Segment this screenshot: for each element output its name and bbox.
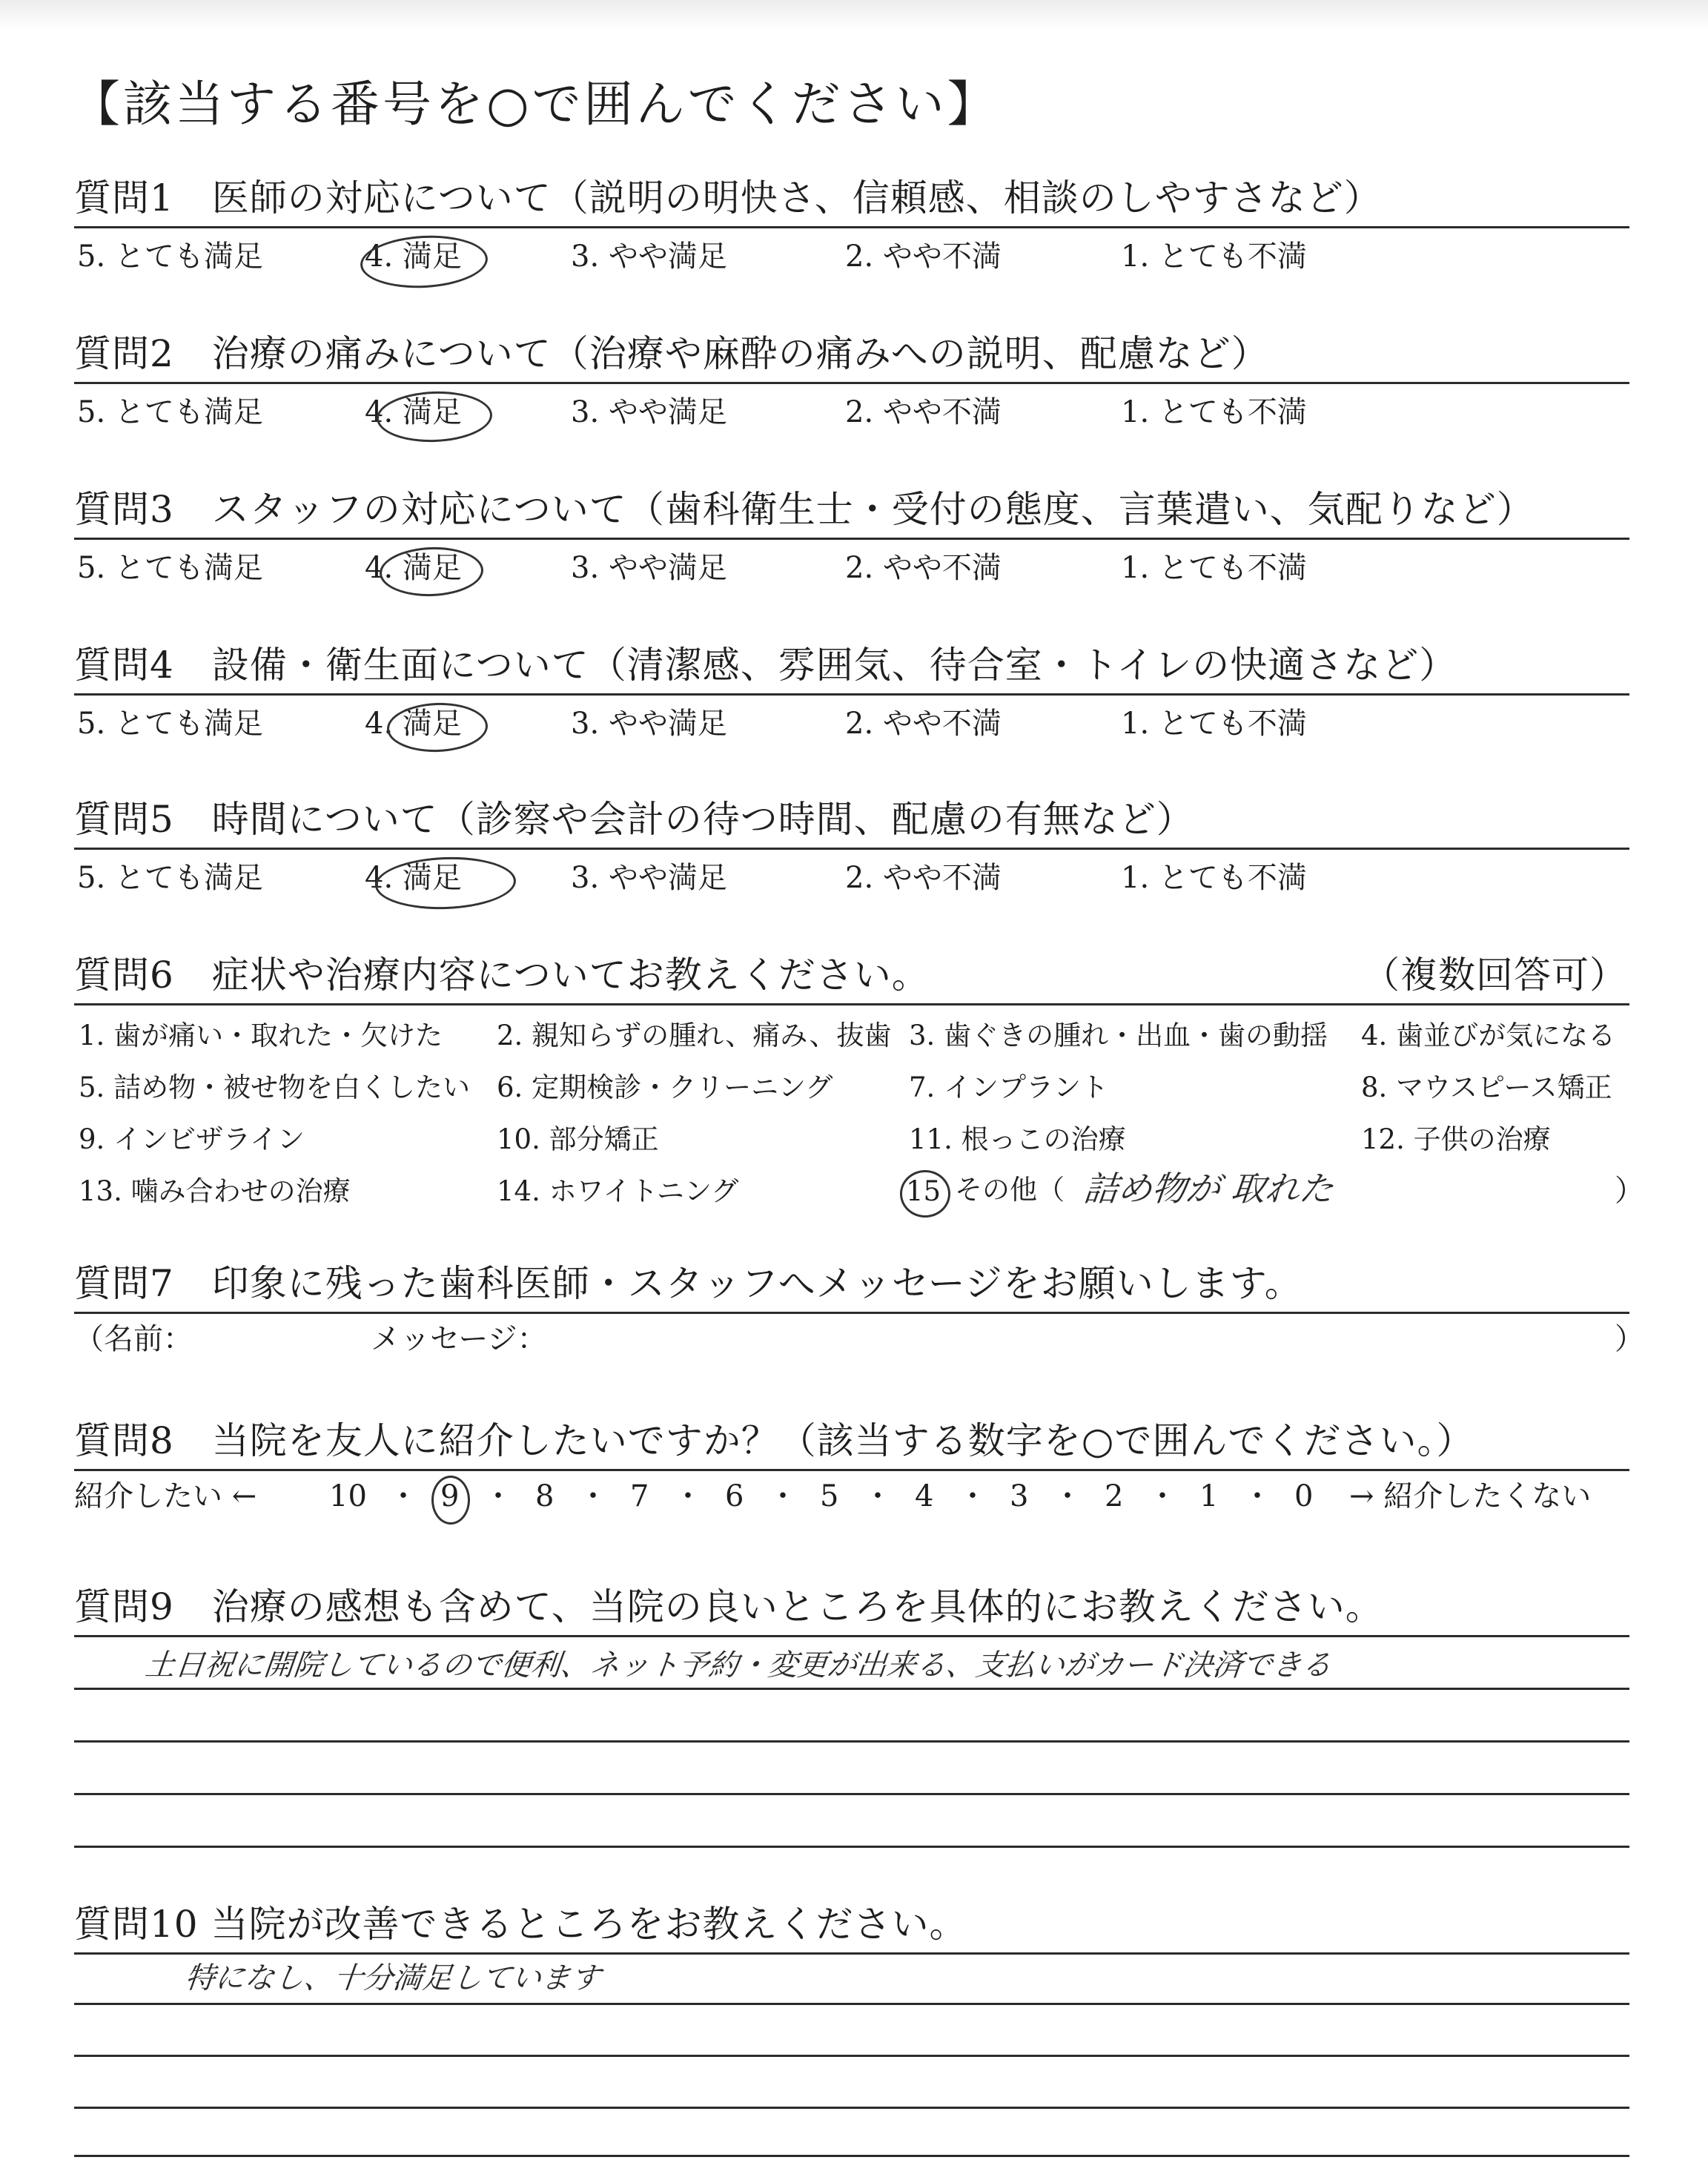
q9-writing-line bbox=[74, 1846, 1629, 1848]
q3-option-1[interactable]: 1. とても不満 bbox=[1121, 551, 1307, 585]
q10-writing-line bbox=[74, 2055, 1629, 2057]
q6-item-9[interactable]: 9. インビザライン bbox=[79, 1123, 305, 1155]
q5-option-1[interactable]: 1. とても不満 bbox=[1121, 861, 1307, 895]
scale-value-6[interactable]: 6 bbox=[725, 1479, 744, 1513]
question-10-rule bbox=[74, 1952, 1629, 1955]
question-6-label: 質問6 症状や治療内容についてお教えください。 bbox=[74, 954, 930, 997]
q3-option-5[interactable]: 5. とても満足 bbox=[77, 551, 263, 585]
q5-option-5[interactable]: 5. とても満足 bbox=[77, 861, 263, 895]
q6-item-13[interactable]: 13. 噛み合わせの治療 bbox=[79, 1175, 351, 1207]
scale-separator: ・ bbox=[673, 1479, 703, 1513]
question-1-label: 質問1 医師の対応について（説明の明快さ、信頼感、相談のしやすさなど） bbox=[74, 176, 1382, 219]
scale-separator: ・ bbox=[483, 1479, 513, 1513]
q6-item-14[interactable]: 14. ホワイトニング bbox=[497, 1175, 739, 1207]
question-5-rule bbox=[74, 848, 1629, 850]
q6-item-5[interactable]: 5. 詰め物・被せ物を白くしたい bbox=[79, 1071, 471, 1103]
question-10-label: 質問10 当院が改善できるところをお教えください。 bbox=[74, 1903, 967, 1946]
question-5-label: 質問5 時間について（診察や会計の待つ時間、配慮の有無など） bbox=[74, 798, 1194, 841]
question-9-label: 質問9 治療の感想も含めて、当院の良いところを具体的にお教えください。 bbox=[74, 1585, 1383, 1628]
q6-item-3[interactable]: 3. 歯ぐきの腫れ・出血・歯の動揺 bbox=[909, 1020, 1328, 1051]
scale-separator: ・ bbox=[768, 1479, 798, 1513]
recommend-scale bbox=[74, 1479, 1631, 1519]
q6-item-15-number[interactable]: 15 bbox=[906, 1175, 941, 1207]
q3-option-4[interactable]: 4. 満足 bbox=[365, 551, 462, 585]
q2-option-2[interactable]: 2. やや不満 bbox=[845, 395, 1002, 429]
scale-value-5[interactable]: 5 bbox=[820, 1479, 839, 1513]
q4-option-1[interactable]: 1. とても不満 bbox=[1121, 707, 1307, 741]
q3-option-3[interactable]: 3. やや満足 bbox=[571, 551, 727, 585]
q5-option-3[interactable]: 3. やや満足 bbox=[571, 861, 727, 895]
scale-separator: ・ bbox=[1148, 1479, 1177, 1513]
scale-value-4[interactable]: 4 bbox=[915, 1479, 934, 1513]
q6-item-15-label[interactable]: その他（ bbox=[955, 1174, 1065, 1206]
q6-item-10[interactable]: 10. 部分矯正 bbox=[497, 1123, 659, 1155]
q1-option-1[interactable]: 1. とても不満 bbox=[1121, 240, 1307, 274]
q4-option-2[interactable]: 2. やや不満 bbox=[845, 707, 1002, 741]
q2-option-1[interactable]: 1. とても不満 bbox=[1121, 395, 1307, 429]
scale-separator: ・ bbox=[958, 1479, 987, 1513]
scale-right-label: → 紹介したくない bbox=[1349, 1479, 1592, 1513]
q10-handwritten-answer: 特になし、十分満足しています bbox=[183, 1961, 603, 1995]
scale-left-label: 紹介したい ← bbox=[74, 1479, 257, 1513]
q2-option-4[interactable]: 4. 満足 bbox=[365, 395, 462, 429]
question-3-rule bbox=[74, 538, 1629, 540]
question-4-label: 質問4 設備・衛生面について（清潔感、雰囲気、待合室・トイレの快適さなど） bbox=[74, 644, 1457, 687]
q4-option-5[interactable]: 5. とても満足 bbox=[77, 707, 263, 741]
question-8-rule bbox=[74, 1469, 1629, 1471]
q1-option-3[interactable]: 3. やや満足 bbox=[571, 240, 727, 274]
question-4-rule bbox=[74, 693, 1629, 696]
scale-separator: ・ bbox=[1242, 1479, 1272, 1513]
q10-writing-line bbox=[74, 2155, 1629, 2157]
q7-message-label: メッセージ： bbox=[371, 1322, 547, 1356]
q6-other-close-paren: ） bbox=[1615, 1174, 1644, 1208]
q4-option-4[interactable]: 4. 満足 bbox=[365, 707, 462, 741]
question-2-label: 質問2 治療の痛みについて（治療や麻酔の痛みへの説明、配慮など） bbox=[74, 332, 1269, 375]
q9-handwritten-answer: 土日祝に開院しているので便利、ネット予約・変更が出来る、支払いがカード決済できる bbox=[143, 1648, 1334, 1682]
q9-writing-line bbox=[74, 1793, 1629, 1795]
scale-value-8[interactable]: 8 bbox=[535, 1479, 555, 1513]
question-7-rule bbox=[74, 1312, 1629, 1314]
question-8-label: 質問8 当院を友人に紹介したいですか？（該当する数字を○で囲んでください。） bbox=[74, 1419, 1474, 1462]
q10-writing-line bbox=[74, 2107, 1629, 2109]
q7-name-label: （名前： bbox=[74, 1322, 193, 1356]
scale-value-1[interactable]: 1 bbox=[1199, 1479, 1219, 1513]
q2-option-3[interactable]: 3. やや満足 bbox=[571, 395, 727, 429]
q1-option-4[interactable]: 4. 満足 bbox=[365, 240, 462, 274]
q3-option-2[interactable]: 2. やや不満 bbox=[845, 551, 1002, 585]
scale-value-10[interactable]: 10 bbox=[329, 1479, 367, 1513]
scale-value-0[interactable]: 0 bbox=[1294, 1479, 1314, 1513]
q1-option-5[interactable]: 5. とても満足 bbox=[77, 240, 263, 274]
scale-value-9[interactable]: 9 bbox=[440, 1479, 460, 1513]
question-3-label: 質問3 スタッフの対応について（歯科衛生士・受付の態度、言葉遣い、気配りなど） bbox=[74, 488, 1535, 531]
q6-item-12[interactable]: 12. 子供の治療 bbox=[1361, 1123, 1551, 1155]
q1-option-2[interactable]: 2. やや不満 bbox=[845, 240, 1002, 274]
q6-item-8[interactable]: 8. マウスピース矯正 bbox=[1361, 1071, 1612, 1103]
q6-other-handwritten: 詰め物が 取れた bbox=[1082, 1169, 1336, 1209]
question-7-label: 質問7 印象に残った歯科医師・スタッフへメッセージをお願いします。 bbox=[74, 1262, 1302, 1305]
scale-value-3[interactable]: 3 bbox=[1010, 1479, 1029, 1513]
q6-item-7[interactable]: 7. インプラント bbox=[909, 1071, 1109, 1103]
q5-option-2[interactable]: 2. やや不満 bbox=[845, 861, 1002, 895]
question-9-rule bbox=[74, 1635, 1629, 1637]
q7-close-paren: ） bbox=[1615, 1322, 1644, 1356]
scale-value-7[interactable]: 7 bbox=[630, 1479, 649, 1513]
q6-item-6[interactable]: 6. 定期検診・クリーニング bbox=[497, 1071, 833, 1103]
q6-item-1[interactable]: 1. 歯が痛い・取れた・欠けた bbox=[79, 1020, 443, 1051]
question-2-rule bbox=[74, 382, 1629, 384]
question-1-rule bbox=[74, 226, 1629, 228]
question-6-rule bbox=[74, 1003, 1629, 1005]
q4-option-3[interactable]: 3. やや満足 bbox=[571, 707, 727, 741]
q5-option-4[interactable]: 4. 満足 bbox=[365, 861, 462, 895]
q6-item-2[interactable]: 2. 親知らずの腫れ、痛み、抜歯 bbox=[497, 1020, 892, 1051]
scale-value-2[interactable]: 2 bbox=[1105, 1479, 1124, 1513]
page-title: 【該当する番号を○で囲んでください】 bbox=[71, 76, 999, 133]
q9-writing-line bbox=[74, 1740, 1629, 1743]
question-6-multiple-note: （複数回答可） bbox=[1363, 954, 1627, 997]
q6-item-4[interactable]: 4. 歯並びが気になる bbox=[1361, 1020, 1616, 1051]
scale-separator: ・ bbox=[578, 1479, 608, 1513]
scale-separator: ・ bbox=[1053, 1479, 1082, 1513]
q9-writing-line bbox=[74, 1688, 1629, 1690]
q10-writing-line bbox=[74, 2003, 1629, 2005]
scale-separator: ・ bbox=[863, 1479, 893, 1513]
q6-item-11[interactable]: 11. 根っこの治療 bbox=[909, 1123, 1126, 1155]
q2-option-5[interactable]: 5. とても満足 bbox=[77, 395, 263, 429]
scale-separator: ・ bbox=[388, 1479, 418, 1513]
